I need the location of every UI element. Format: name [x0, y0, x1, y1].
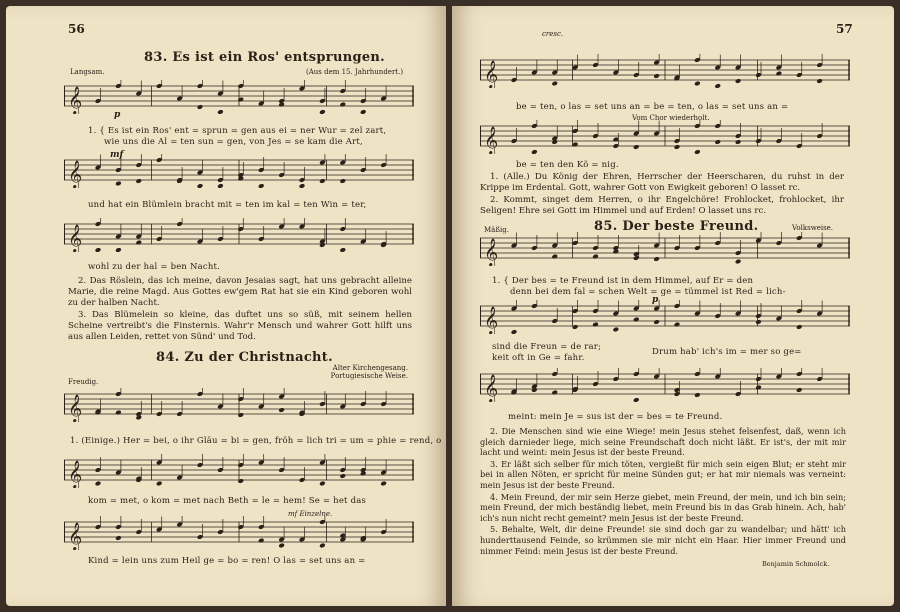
staff-84-5 — [480, 120, 850, 154]
song-85-lyric-3: meint: mein Je = sus ist der = bes = te Freund. — [508, 412, 723, 422]
song-85-verse-4: 4. Mein Freund, der mir sein Herze giebet, mein Freund, der mein, und ich bin sein; mein Freund, der mich beständig liebet, mein Freund bis in das Grab hinein. Ach, hab' ich's nun nicht recht gemeint? mein Jesus ist der beste Freund. — [480, 491, 846, 523]
lyric-top-2: be = ten den Kö = nig. — [516, 160, 619, 170]
song-83-verse-2: 2. Das Röslein, das ich meine, davon Jesaias sagt, hat uns gebracht alleine Marie, die reine Magd. Aus Gottes ew'gem Rat hat sie ein Kind geboren wohl zu der halben Nacht. — [68, 276, 412, 308]
song-84-tempo: Freudig. — [68, 378, 99, 386]
staff-84-2 — [64, 454, 414, 488]
song-83-verse-3: 3. Das Blümelein so kleine, das duftet uns so süß, mit seinem hellen Scheine vertreibt's die Finsternis. Wahr'r Mensch und wahrer Gott hilft uns aus allen Leiden, rettet von Sünd' und Tod. — [68, 310, 412, 342]
song-85-verse-2: 2. Die Menschen sind wie eine Wiege! mein Jesus stehet felsenfest, daß, wenn ich gleich darnieder liege, mich seine Freundschaft doch nicht läßt. Er ist's, der mit mir lacht und weint: mein Jesus ist der beste Freund. — [480, 426, 846, 458]
staff-85-3 — [480, 368, 850, 402]
song-84-lyric-2: kom = met, o kom = met nach Beth = le = hem! Se = het das — [88, 496, 367, 506]
staff-83-1 — [64, 80, 414, 114]
song-84-lyric-3: Kind = lein uns zum Heil ge = bo = ren! O las = set uns an = — [88, 556, 366, 566]
svg-text:𝄞: 𝄞 — [484, 238, 499, 266]
svg-text:𝄞: 𝄞 — [484, 374, 499, 402]
song-85-verse-5: 5. Behalte, Welt, dir deine Freunde! sie sind doch gar zu wandelbar; und hätt' ich hunderttausend Feinde, so krümmen sie mir nicht ein Haar. Hier immer Freund und nimmer Feind: mein Jesus ist der beste Freund. — [480, 524, 846, 556]
staff-84-1 — [64, 388, 414, 422]
song-84-source-2: Portugiesische Weise. — [330, 372, 408, 380]
lyric-top-1: be = ten, o las = set uns an = be = ten, o las = set uns an = — [516, 102, 789, 112]
dynamic-mf-einzelne: mf Einzelne. — [288, 510, 333, 518]
song-83-source: (Aus dem 15. Jahrhundert.) — [306, 68, 404, 76]
song-83-lyric-3: wohl zu der hal = ben Nacht. — [88, 262, 221, 272]
song-85-lyric-2b: keit oft in Ge = fahr. — [492, 353, 585, 363]
svg-text:𝄞: 𝄞 — [68, 160, 83, 188]
song-85-lyric-2c: Drum hab' ich's im = mer so ge= — [652, 347, 802, 357]
page-number-left: 56 — [68, 22, 85, 36]
song-83-tempo: Langsam. — [70, 68, 105, 76]
svg-text:𝄞: 𝄞 — [68, 460, 83, 488]
song-83-verses — [68, 276, 412, 344]
svg-text:𝄞: 𝄞 — [484, 60, 499, 88]
song-85-lyric-1b: denn bei dem fal = schen Welt = ge = tümmel ist Red = lich- — [510, 287, 786, 297]
song-84-verse-1: 1. (Alle.) Du König der Ehren, Herrscher der Heerscharen, du ruhst in der Krippe im Erdental. Gott, wahrer Gott von Ewigkeit geboren! O lasset rc. — [480, 172, 844, 193]
song-85-title: 85. Der beste Freund. — [594, 219, 759, 234]
svg-text:𝄞: 𝄞 — [68, 522, 83, 550]
song-85-lyric-1a: 1. { Der bes = te Freund ist in dem Himmel, auf Er = den — [492, 276, 754, 286]
song-83-title: 83. Es ist ein Ros' entsprungen. — [144, 50, 385, 65]
staff-83-2 — [64, 154, 414, 188]
staff-85-2 — [480, 300, 850, 334]
staff-84-4 — [480, 54, 850, 88]
song-83-lyric-2: und hat ein Blümlein bracht mit = ten im kal = ten Win = ter, — [88, 200, 367, 210]
song-84-source — [312, 364, 408, 380]
right-page — [452, 6, 894, 606]
staff-83-3 — [64, 218, 414, 252]
song-84-lyric-1: 1. (Einige.) Her = bei, o ihr Gläu = bi = gen, fröh = lich tri = um = phie = rend, o — [70, 436, 442, 446]
page-number-right: 57 — [836, 22, 853, 36]
song-85-verse-3: 3. Er läßt sich selber für mich töten, vergießt für mich sein eigen Blut; er steht mir bei in allen Nöten, er spricht für meine Sünden gut; er hat mir niemals was verneint: mein Jesus ist der beste Freund. — [480, 458, 846, 490]
svg-text:𝄞: 𝄞 — [68, 86, 83, 114]
song-85-source: Volksweise. — [792, 224, 834, 232]
song-83-lyric-1b: wie uns die Al = ten sun = gen, von Jes = se kam die Art, — [104, 137, 363, 147]
svg-text:𝄞: 𝄞 — [484, 126, 499, 154]
song-85-author: Benjamin Schmolck. — [762, 560, 830, 568]
svg-text:𝄞: 𝄞 — [68, 224, 83, 252]
staff-84-3 — [64, 516, 414, 550]
song-84-source-1: Alter Kirchengesang. — [332, 364, 408, 372]
dynamic-p: p — [114, 110, 121, 120]
dynamic-mf: mf — [110, 150, 124, 160]
song-85-verses — [480, 426, 846, 557]
left-page — [6, 6, 446, 606]
svg-text:𝄞: 𝄞 — [68, 394, 83, 422]
cresc-mark: cresc. — [542, 30, 564, 38]
choir-note: Vom Chor wiederholt. — [632, 114, 710, 122]
song-85-lyric-2a: sind die Freun = de rar; — [492, 342, 602, 352]
song-84-verses — [480, 172, 844, 218]
song-84-title: 84. Zu der Christnacht. — [156, 350, 333, 365]
song-83-lyric-1a: 1. { Es ist ein Ros' ent = sprun = gen aus ei = ner Wur = zel zart, — [88, 126, 387, 136]
staff-85-1 — [480, 232, 850, 266]
dynamic-p-85: p — [652, 295, 659, 305]
song-84-verse-2: 2. Kommt, singet dem Herren, o ihr Engelchöre! Frohlocket, frohlocket, ihr Seligen! Ehre sei Gott im Himmel und auf Erden! O lasset uns rc. — [480, 195, 844, 216]
song-85-tempo: Mäßig. — [484, 226, 509, 234]
svg-text:𝄞: 𝄞 — [484, 306, 499, 334]
